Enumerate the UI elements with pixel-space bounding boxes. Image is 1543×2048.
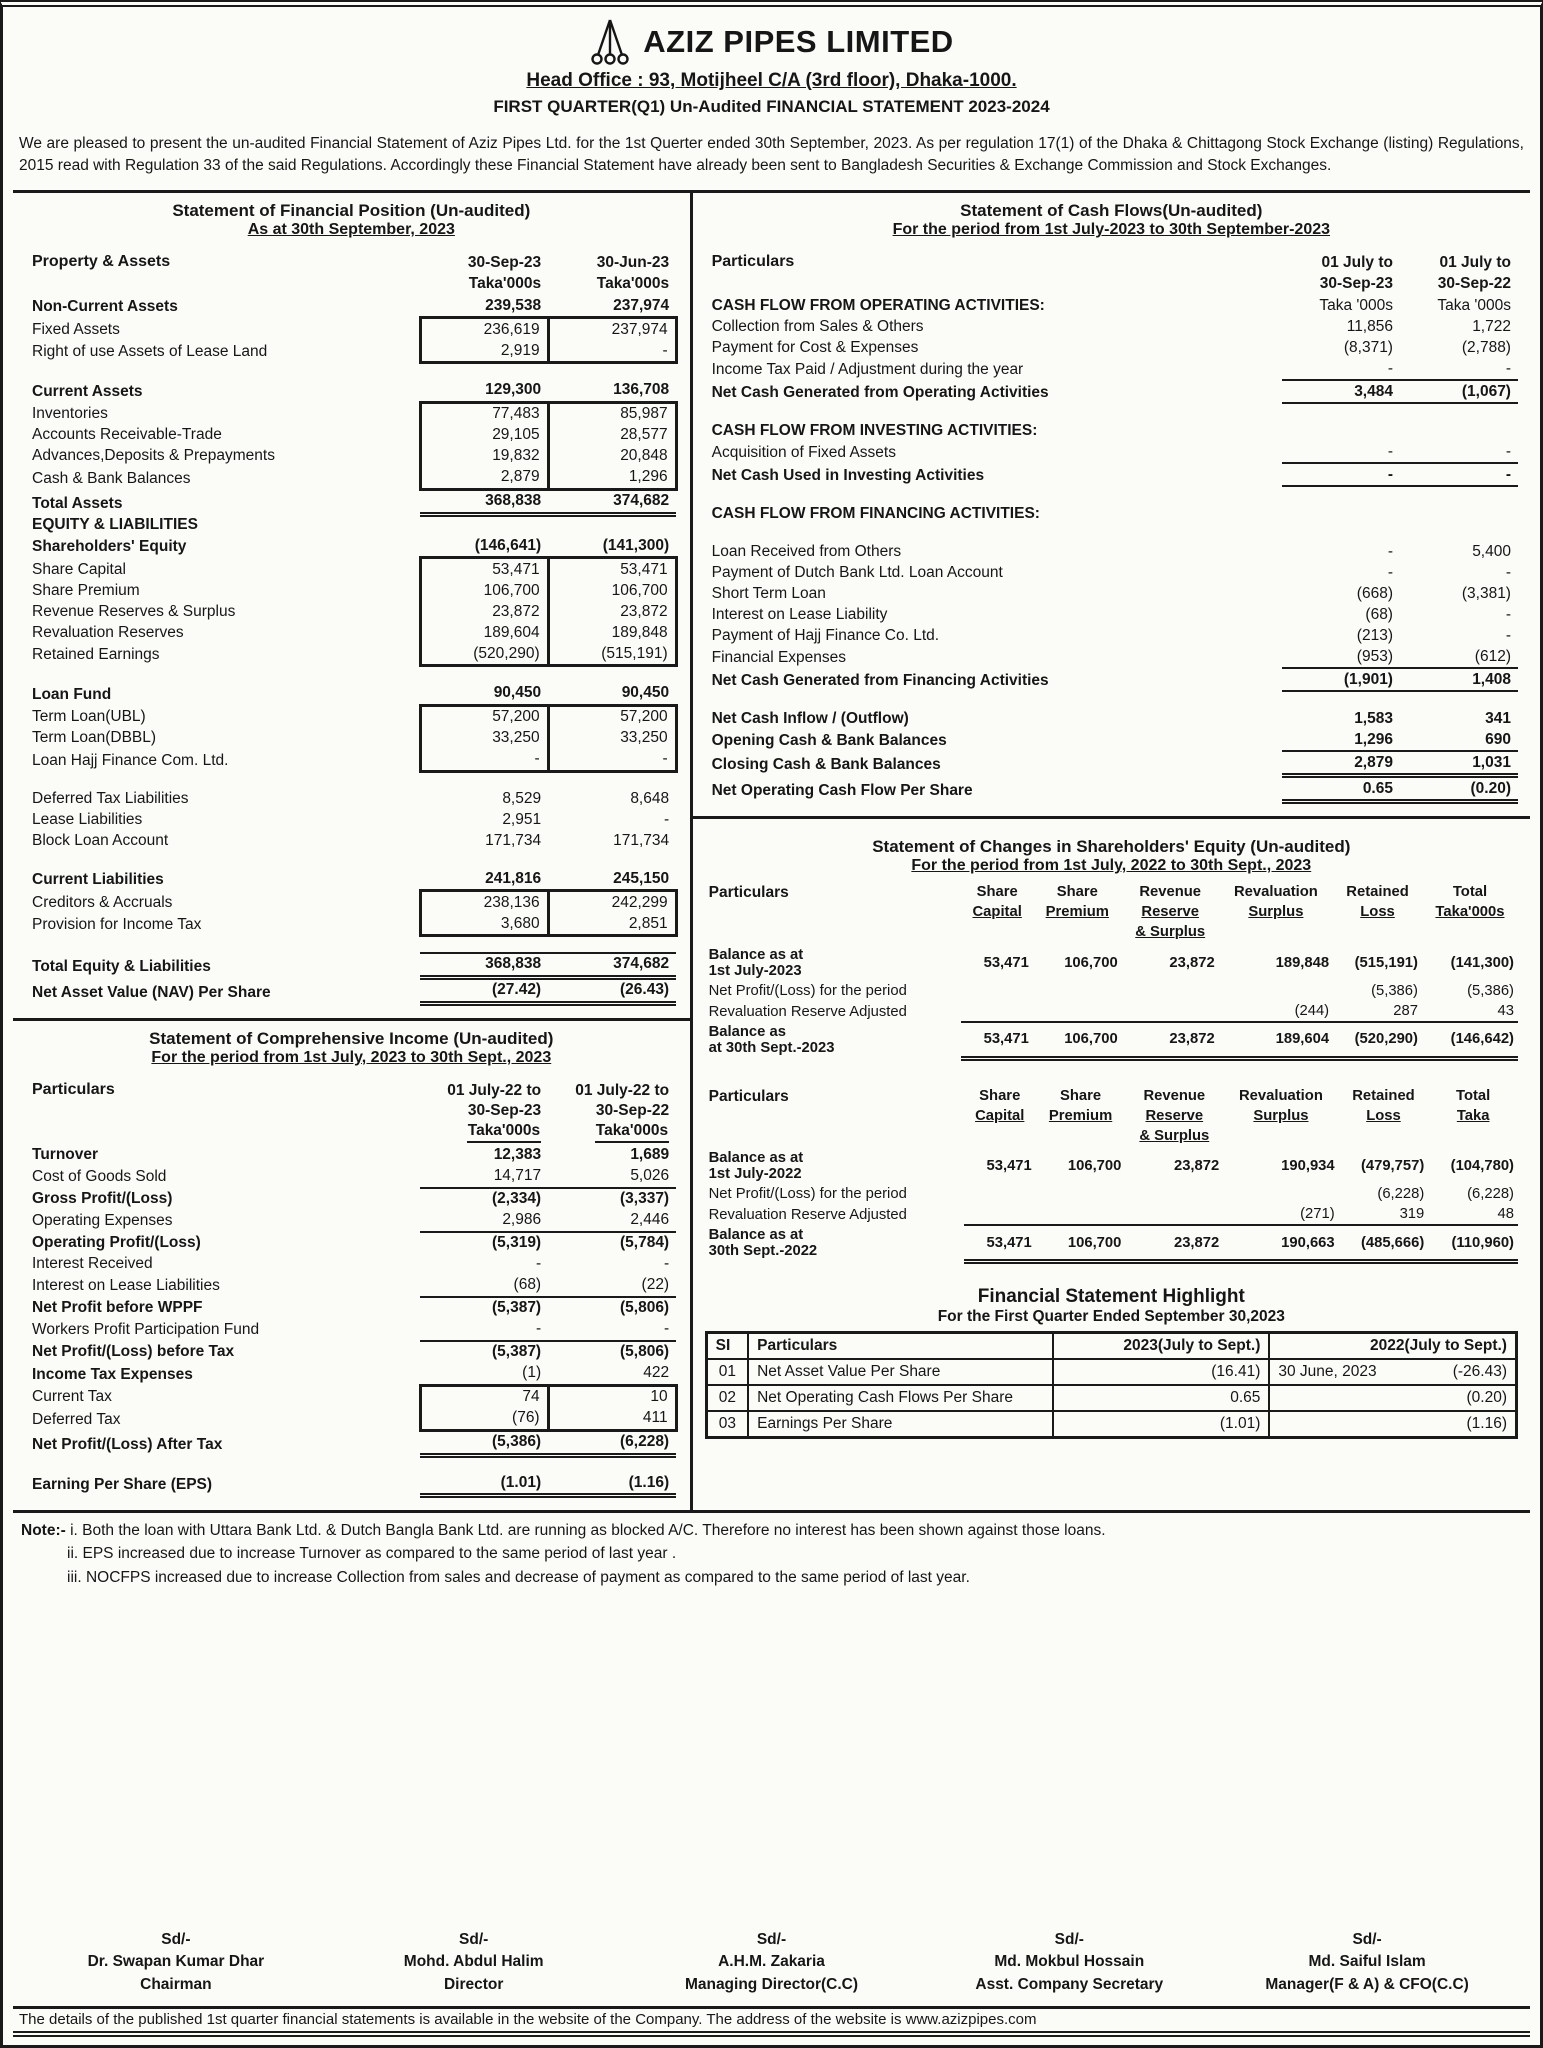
equity-changes-section <box>693 819 1530 1510</box>
table-row: Payment for Cost & Expenses (8,371) (2,788) <box>711 338 1511 356</box>
table-row: Interest on Lease Liability (68) - <box>711 605 1511 623</box>
table-row: Balance as at 30th Sept.-2022 53,471 106,700 23,872 190,663 (485,666) (110,960) <box>705 1225 1518 1261</box>
table-row: Interest Received - - <box>32 1255 670 1273</box>
column-header: Particulars <box>708 1087 789 1105</box>
table-row <box>25 771 676 788</box>
highlight-table <box>705 1331 1518 1439</box>
table-row <box>25 363 676 380</box>
table-row: Shareholders' Equity (146,641) (141,300) <box>32 536 670 556</box>
table-row: Acquisition of Fixed Assets - - <box>705 441 1518 463</box>
table-row: Net Asset Value (NAV) Per Share (27.42) (26.43) <box>25 977 676 1003</box>
table-row: Revaluation Reserve Adjusted (271) 319 48 <box>708 1206 1514 1223</box>
cash-flows-section <box>693 193 1530 819</box>
table-row <box>25 666 676 683</box>
table-row: Advances,Deposits & Prepayments 19,832 20,848 <box>25 446 676 467</box>
table-row <box>705 691 1518 708</box>
table-row: Total Equity & Liabilities 368,838 374,682 <box>25 953 676 978</box>
table-row: Opening Cash & Bank Balances 1,296 690 <box>705 729 1518 751</box>
signature-block: Sd/- Mohd. Abdul Halim Director <box>403 1930 544 1993</box>
table-row: Income Tax Paid / Adjustment during the year - - <box>705 358 1518 380</box>
table-row: Deferred Tax Liabilities 8,529 8,648 <box>32 789 670 807</box>
column-header: Particulars <box>32 1080 115 1098</box>
table-row <box>705 403 1518 420</box>
table-row: Operating Expenses 2,986 2,446 <box>25 1210 676 1232</box>
equity-table-2022 <box>705 1085 1518 1264</box>
column-header: Retained Loss <box>1346 884 1409 921</box>
table-row: Net Cash Inflow / (Outflow) 1,583 341 <box>711 709 1511 727</box>
table-row: CASH FLOW FROM OPERATING ACTIVITIES: Taka '000s Taka '000s <box>711 296 1511 314</box>
column-header: Retained Loss <box>1352 1087 1415 1124</box>
column-header: Revenue Reserve & Surplus <box>1135 884 1206 941</box>
table-row: Payment of Dutch Bank Ltd. Loan Account - - <box>711 563 1511 581</box>
financial-position-section <box>13 193 690 1020</box>
column-header: Revaluation Surplus <box>1239 1087 1323 1124</box>
column-header: Share Premium <box>1045 884 1109 921</box>
signature-block: Sd/- A.H.M. Zakaria Managing Director(C.C) <box>684 1930 859 1993</box>
table-row: Net Cash Used in Investing Activities - - <box>705 463 1518 486</box>
column-header: 01 July to 30-Sep-23 <box>1319 254 1393 292</box>
table-row: Cost of Goods Sold 14,717 5,026 <box>25 1166 676 1188</box>
signature-block: Sd/- Md. Saiful Islam Manager(F & A) & CFO(C.C) <box>1265 1930 1469 1993</box>
table-row: Earning Per Share (EPS) (1.01) (1.16) <box>25 1472 676 1496</box>
table-row: Term Loan(UBL) 57,200 57,200 <box>25 705 676 728</box>
table-row: Term Loan(DBBL) 33,250 33,250 <box>25 728 676 749</box>
table-row: Cash & Bank Balances 2,879 1,296 <box>25 467 676 490</box>
comprehensive-income-table <box>25 1071 678 1498</box>
column-header: Total Taka <box>1456 1087 1491 1124</box>
table-row: Loan Hajj Finance Com. Ltd. - - <box>25 749 676 772</box>
table-row: Revaluation Reserves 189,604 189,848 <box>25 622 676 643</box>
table-row: Closing Cash & Bank Balances 2,879 1,031 <box>705 751 1518 776</box>
table-row: Provision for Income Tax 3,680 2,851 <box>25 913 676 936</box>
table-row: Balance as at 1st July-2023 53,471 106,700 23,872 189,848 (515,191) (141,300) <box>708 947 1514 980</box>
column-header: Share Capital <box>975 1087 1025 1124</box>
financial-position-subtitle: As at 30th September, 2023 <box>247 221 455 239</box>
table-row: Right of use Assets of Lease Land 2,919 - <box>25 340 676 363</box>
table-row: Accounts Receivable-Trade 29,105 28,577 <box>25 425 676 446</box>
table-row: Operating Profit/(Loss) (5,319) (5,784) <box>32 1234 670 1252</box>
table-row: Turnover 12,383 1,689 <box>32 1146 670 1164</box>
table-header-row <box>25 243 676 295</box>
column-header: Property & Assets <box>32 253 171 271</box>
table-row: Short Term Loan (668) (3,381) <box>711 584 1511 602</box>
column-header: Share Premium <box>1048 1087 1113 1124</box>
table-row: Inventories 77,483 85,987 <box>25 402 676 425</box>
table-row: Retained Earnings (520,290) (515,191) <box>25 643 676 666</box>
column-header: 30-Sep-23 Taka'000s <box>467 254 542 292</box>
column-header: Revaluation Surplus <box>1233 884 1318 921</box>
table-row: Income Tax Expenses (1) 422 <box>32 1364 670 1383</box>
notes-section <box>13 1513 1530 1593</box>
table-row: Net Profit/(Loss) for the period (5,386) (5,386) <box>708 983 1514 1000</box>
note-line-2: ii. EPS increased due to increase Turnover as compared to the same period of last year . <box>67 1545 677 1563</box>
table-row <box>705 486 1518 503</box>
table-row: Deferred Tax (76) 411 <box>25 1408 676 1431</box>
table-row: Balance as at 1st July-2022 53,471 106,700 23,872 190,934 (479,757) (104,780) <box>708 1150 1514 1183</box>
table-row: Net Profit/(Loss) before Tax (5,387) (5,806) <box>32 1343 670 1361</box>
table-row: Net Cash Generated from Operating Activities 3,484 (1,067) <box>705 380 1518 403</box>
table-header-row <box>705 1085 1518 1149</box>
table-row: 03 Earnings Per Share (1.01) (1.16) <box>706 1411 1516 1438</box>
table-row: CASH FLOW FROM INVESTING ACTIVITIES: <box>711 421 1038 439</box>
table-row: Net Operating Cash Flow Per Share 0.65 (0.20) <box>705 776 1518 802</box>
table-row <box>25 936 676 953</box>
table-row <box>705 524 1518 541</box>
table-header-row <box>25 1071 676 1145</box>
column-header: Total Taka'000s <box>1435 884 1505 921</box>
table-row: Non-Current Assets 239,538 237,974 <box>32 296 670 316</box>
cash-flows-subtitle: For the period from 1st July-2023 to 30th September-2023 <box>892 221 1331 239</box>
column-header: SI <box>706 1332 748 1359</box>
table-row: Share Premium 106,700 106,700 <box>25 580 676 601</box>
column-header: Share Capital <box>972 884 1022 921</box>
table-row: EQUITY & LIABILITIES <box>32 515 198 533</box>
table-header-row <box>705 881 1518 945</box>
column-header: Revenue Reserve & Surplus <box>1139 1087 1210 1144</box>
table-row <box>25 1455 676 1472</box>
table-row: Net Profit before WPPF (5,387) (5,806) <box>32 1299 670 1317</box>
note-line-1: Note:- i. Both the loan with Uttara Bank Ltd. & Dutch Bangla Bank Ltd. are running as blocked A/C. Therefore no interest has been shown against those loans. <box>21 1522 1106 1540</box>
equity-table-2023 <box>705 881 1518 1060</box>
company-name: AZIZ PIPES LIMITED <box>643 24 954 59</box>
table-row: Total Assets 368,838 374,682 <box>25 489 676 514</box>
document-header <box>13 9 1530 119</box>
table-row: Share Capital 53,471 53,471 <box>25 558 676 581</box>
column-header: Particulars <box>708 884 789 902</box>
note-prefix: Note:- <box>21 1522 66 1540</box>
financial-position-table <box>25 243 678 1005</box>
table-row: Gross Profit/(Loss) (2,334) (3,337) <box>32 1190 670 1208</box>
table-row: 01 Net Asset Value Per Share (16.41) 30 June, 2023 (-26.43) <box>706 1359 1516 1385</box>
highlight-title: Financial Statement Highlight <box>977 1285 1245 1307</box>
financial-position-title: Statement of Financial Position (Un-audited) <box>172 201 531 221</box>
table-header-row <box>705 243 1518 295</box>
statement-title: FIRST QUARTER(Q1) Un-Audited FINANCIAL STATEMENT 2023-2024 <box>493 97 1050 116</box>
table-row: 02 Net Operating Cash Flows Per Share 0.65 (0.20) <box>706 1385 1516 1411</box>
comprehensive-income-title: Statement of Comprehensive Income (Un-audited) <box>149 1028 554 1048</box>
table-row: Current Assets 129,300 136,708 <box>32 381 670 400</box>
table-row: Loan Fund 90,450 90,450 <box>32 684 670 703</box>
signatures-row <box>13 1903 1530 2000</box>
table-row: Block Loan Account 171,734 171,734 <box>32 831 670 849</box>
column-header: 01 July to 30-Sep-22 <box>1437 254 1511 292</box>
cash-flows-title: Statement of Cash Flows(Un-audited) <box>960 201 1263 221</box>
table-row: Creditors & Accruals 238,136 242,299 <box>25 891 676 914</box>
highlight-subtitle: For the First Quarter Ended September 30,2023 <box>937 1307 1285 1325</box>
table-row: Revenue Reserves & Surplus 23,872 23,872 <box>25 601 676 622</box>
column-header: Particulars <box>711 253 795 271</box>
equity-changes-title: Statement of Changes in Shareholders' Equity (Un-audited) <box>872 837 1351 857</box>
signature-block: Sd/- Dr. Swapan Kumar Dhar Chairman <box>87 1930 265 1993</box>
column-header: Particulars <box>748 1332 1053 1359</box>
intro-paragraph: We are pleased to present the un-audited Financial Statement of Aziz Pipes Ltd. for the 1st Querter ended 30th September, 2023. As per regulation 17(1) of the Dhaka & Chittagong Stock Exchange (listing) Regulations, 2015 read with Regulation 33 of the said Regulations. Accordingly these Financial Statement have already been sent to Bangladesh Securities & Exchange Commission and Stock Exchanges. <box>19 135 1524 174</box>
table-row <box>25 851 676 868</box>
statements-grid <box>13 190 1530 1513</box>
table-row: Collection from Sales & Others 11,856 1,722 <box>711 317 1511 335</box>
column-header: 01 July-22 to 30-Sep-23 Taka'000s <box>420 1071 548 1145</box>
table-row: Net Profit/(Loss) for the period (6,228) (6,228) <box>708 1186 1514 1203</box>
column-header: 30-Jun-23 Taka'000s <box>596 254 670 292</box>
table-row: Payment of Hajj Finance Co. Ltd. (213) - <box>711 626 1511 644</box>
comprehensive-income-section <box>13 1021 690 1510</box>
table-row: Lease Liabilities 2,951 - <box>32 810 670 828</box>
cash-flows-table <box>705 243 1518 804</box>
table-row: Net Cash Generated from Financing Activities (1,901) 1,408 <box>705 668 1518 691</box>
table-row: Workers Profit Participation Fund - - <box>25 1319 676 1341</box>
signature-block: Sd/- Md. Mokbul Hossain Asst. Company Secretary <box>975 1930 1164 1993</box>
column-header: 2023(July to Sept.) <box>1053 1332 1269 1359</box>
table-row: Net Profit/(Loss) After Tax (5,386) (6,228) <box>25 1430 676 1455</box>
right-column <box>693 193 1530 1510</box>
footer-note: The details of the published 1st quarter financial statements is available in the website of the Company. The address of the website is www.azizpipes.com <box>13 2006 1530 2037</box>
table-row: Balance as at 30th Sept.-2023 53,471 106,700 23,872 189,604 (520,290) (146,642) <box>705 1022 1518 1058</box>
head-office-address: Head Office : 93, Motijheel C/A (3rd floor), Dhaka-1000. <box>526 70 1017 91</box>
company-logo-pipes-icon <box>589 17 631 67</box>
table-row: Revaluation Reserve Adjusted (244) 287 43 <box>708 1003 1514 1020</box>
table-row: Current Tax 74 10 <box>25 1385 676 1408</box>
note-line-3: iii. NOCFPS increased due to increase Collection from sales and decrease of payment as compared to the same period of last year. <box>67 1568 970 1586</box>
column-header: 01 July-22 to 30-Sep-22 Taka'000s <box>548 1071 676 1145</box>
table-row: Loan Received from Others - 5,400 <box>711 542 1511 560</box>
table-row: CASH FLOW FROM FINANCING ACTIVITIES: <box>711 504 1040 522</box>
left-column <box>13 193 693 1510</box>
table-row: Interest on Lease Liabilities (68) (22) <box>25 1275 676 1297</box>
table-row: Financial Expenses (953) (612) <box>705 646 1518 668</box>
equity-changes-subtitle: For the period from 1st July, 2022 to 30th Sept., 2023 <box>911 857 1312 875</box>
table-header-row <box>706 1332 1516 1359</box>
comprehensive-income-subtitle: For the period from 1st July, 2023 to 30th Sept., 2023 <box>151 1048 552 1066</box>
table-row: Current Liabilities 241,816 245,150 <box>32 869 670 889</box>
table-row: Fixed Assets 236,619 237,974 <box>25 318 676 341</box>
column-header: 2022(July to Sept.) <box>1269 1332 1516 1359</box>
